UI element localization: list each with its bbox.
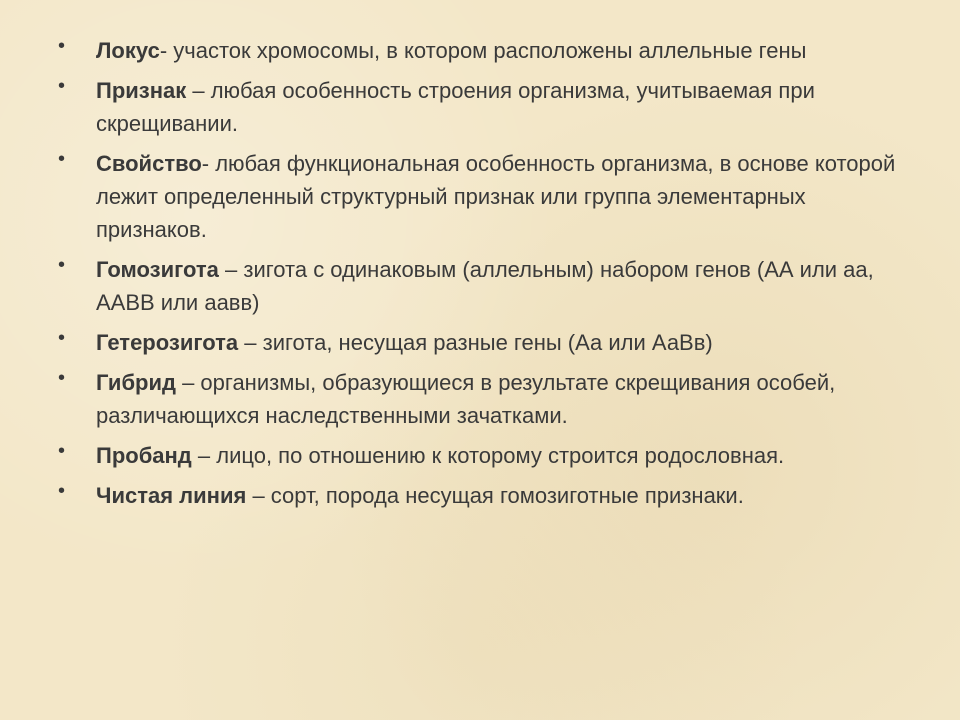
bullet-icon: • [58,440,66,462]
definition-text-trait: – любая особенность строения организма, учитываемая при скрещивании. [96,78,815,136]
bullet-icon: • [58,367,66,389]
definition-text-property: - любая функциональная особенность организма, в основе которой лежит определенный структурный признак или группа элементарных признаков. [96,151,896,242]
bullet-icon: • [58,254,66,276]
definition-text-locus: - участок хромосомы, в котором расположены аллельные гены [159,38,807,63]
bullet-icon: • [58,75,66,97]
definition-item-hybrid [56,366,916,432]
definition-item-property [56,147,916,246]
term-homozygote: Гомозигота [96,257,219,282]
term-proband: Пробанд [96,443,192,468]
definition-text-pure-line: – сорт, порода несущая гомозиготные признаки. [246,483,744,508]
definition-item-homozygote [56,253,916,319]
term-property: Свойство [96,151,202,176]
term-heterozygote: Гетерозигота [96,330,239,355]
definition-text-homozygote: – зигота с одинаковым (аллельным) набором генов (АА или аа, ААВВ или аавв) [96,257,874,315]
definition-item-locus [56,34,916,67]
term-trait: Признак [96,78,187,103]
definition-list [56,34,916,519]
term-pure-line: Чистая линия [96,483,247,508]
term-locus: Локус [96,38,160,63]
definition-item-heterozygote [56,326,916,359]
definition-text-heterozygote: – зигота, несущая разные гены (Аа или АаВв) [238,330,713,355]
bullet-icon: • [58,480,66,502]
definition-item-pure-line [56,479,916,512]
definition-text-proband: – лицо, по отношению к которому строится родословная. [191,443,785,468]
definition-item-trait [56,74,916,140]
bullet-icon: • [58,35,66,57]
definition-text-hybrid: – организмы, образующиеся в результате скрещивания особей, различающихся наследственными зачатками. [96,370,836,428]
definition-item-proband [56,439,916,472]
bullet-icon: • [58,148,66,170]
term-hybrid: Гибрид [96,370,176,395]
bullet-icon: • [58,327,66,349]
